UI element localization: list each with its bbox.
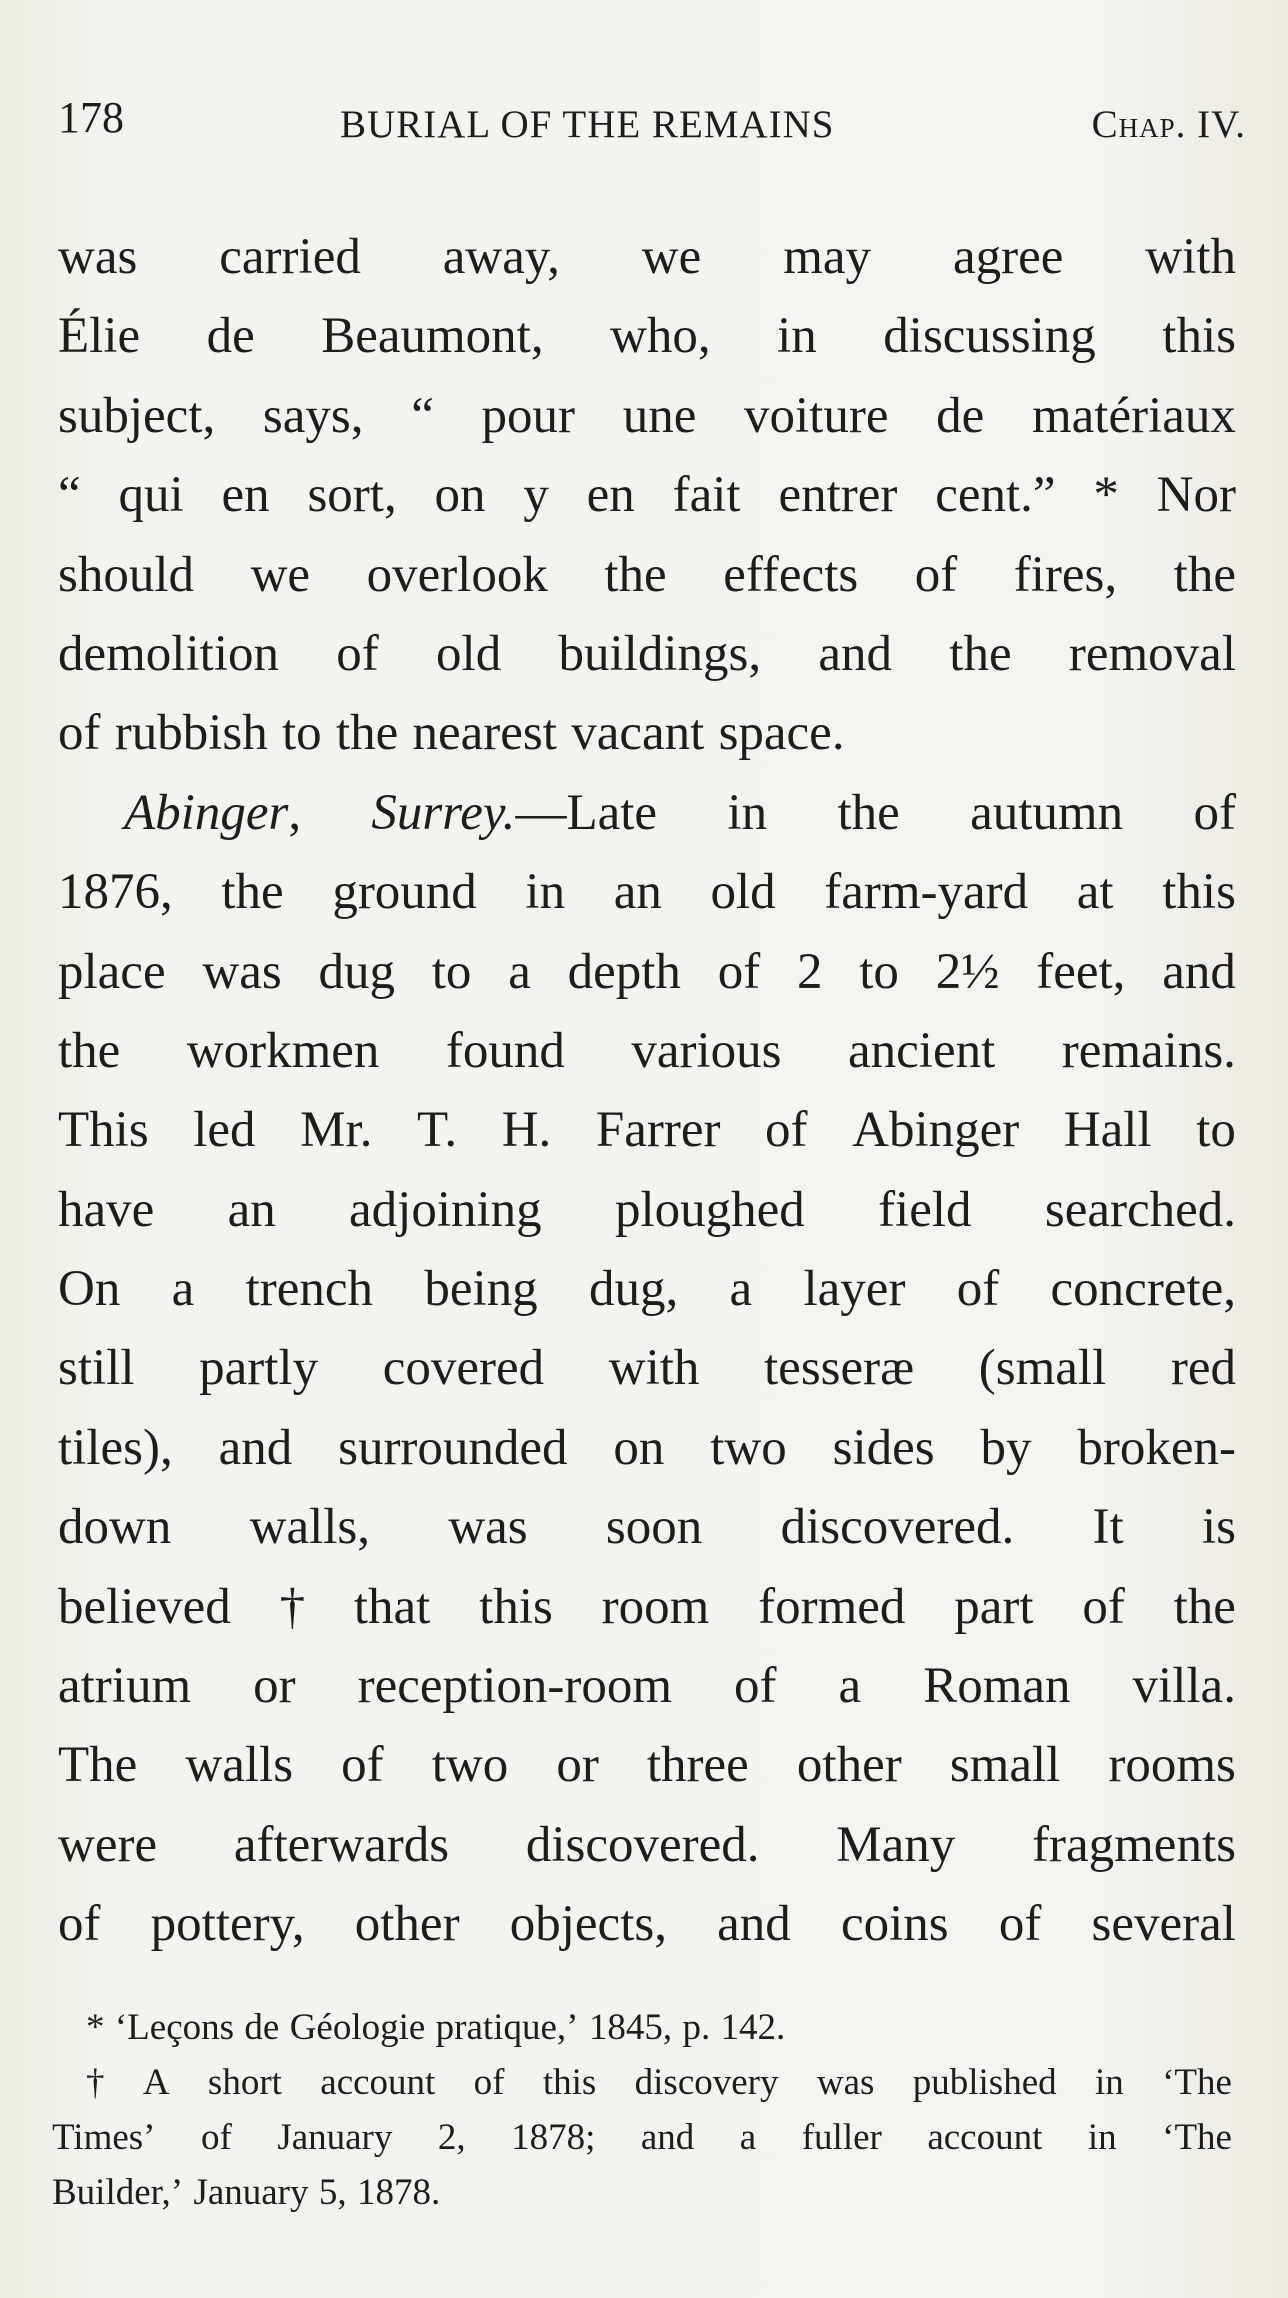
word: layer (803, 1261, 906, 1318)
word: pottery, (150, 1896, 305, 1953)
word: this (1162, 308, 1236, 365)
word: autumn (970, 784, 1124, 841)
word: and (818, 625, 893, 682)
word: of (341, 1737, 384, 1794)
word: trench (245, 1261, 374, 1318)
word: demolition (58, 625, 279, 682)
word: villa. (1132, 1658, 1236, 1715)
word: of (473, 2062, 505, 2103)
word: January (193, 2172, 309, 2213)
word: field (878, 1181, 972, 1238)
word: 2½ (935, 943, 1000, 1000)
word: concrete, (1050, 1261, 1236, 1318)
word: Nor (1156, 467, 1236, 524)
word: at (1076, 864, 1114, 921)
word: of (717, 943, 761, 1000)
word: It (1092, 1499, 1124, 1556)
body-line (58, 933, 1236, 1012)
body-line (58, 218, 1236, 297)
word: ancient (848, 1022, 996, 1079)
word: pour (481, 387, 575, 444)
word: found (445, 1022, 565, 1079)
word: Surrey.—Late (371, 784, 658, 841)
word: believed (58, 1578, 231, 1635)
word: two (710, 1419, 787, 1476)
word: fragments (1032, 1816, 1236, 1873)
word: of (765, 1102, 808, 1159)
word: in (525, 864, 566, 921)
body-line (58, 456, 1236, 535)
word: short (207, 2062, 282, 2103)
word: de (244, 2007, 280, 2048)
word: this (479, 1578, 553, 1635)
word: ploughed (614, 1181, 805, 1238)
word: 5, (318, 2172, 347, 2213)
word: formed (758, 1578, 906, 1635)
word: discussing (883, 308, 1096, 365)
word: several (1091, 1896, 1236, 1953)
body-line (58, 1488, 1236, 1567)
word: voiture (744, 387, 889, 444)
word: who, (610, 308, 711, 365)
footnote-2-line (52, 2110, 1232, 2165)
word: “ (411, 387, 434, 444)
word: discovered. (525, 1816, 760, 1873)
word: by (980, 1419, 1032, 1476)
word: room (601, 1578, 710, 1635)
word: covered (382, 1340, 545, 1397)
word: surrounded (338, 1419, 568, 1476)
word: and (1162, 943, 1236, 1000)
word: we (250, 546, 311, 603)
word: of (998, 1896, 1042, 1953)
word: a (838, 1658, 862, 1715)
word: agree (952, 229, 1064, 285)
word: 1845, (588, 2007, 673, 2048)
word: a (508, 943, 531, 1000)
word: to (431, 943, 472, 1000)
word: we (641, 229, 702, 285)
word: in (1087, 2117, 1117, 2158)
word: space. (718, 705, 845, 762)
word: cent.” (935, 467, 1056, 524)
word: a (739, 2117, 757, 2158)
paragraph-start-line (58, 774, 1236, 853)
word: soon (605, 1499, 703, 1556)
footnote-2-line (52, 2165, 1232, 2220)
body-line (58, 615, 1236, 694)
word: still (58, 1340, 135, 1397)
word: the (949, 625, 1012, 682)
word: sort, (307, 467, 397, 524)
word: should (58, 546, 195, 603)
word: other (796, 1737, 902, 1794)
word: entrer (778, 467, 898, 524)
word: “ (58, 467, 81, 524)
word: ground (332, 864, 477, 921)
word: and (717, 1896, 791, 1953)
word: une (622, 387, 697, 444)
body-line (58, 1250, 1236, 1329)
body-line (58, 1171, 1236, 1250)
word: p. (682, 2007, 711, 2048)
word: On (58, 1261, 121, 1318)
word: reception-room (357, 1658, 673, 1715)
word: being (424, 1261, 538, 1318)
word: tesseræ (764, 1340, 915, 1397)
word: Beaumont, (321, 308, 544, 365)
word: to (282, 705, 322, 762)
body-line (58, 297, 1236, 376)
word: of (914, 546, 958, 603)
body-line (58, 1329, 1236, 1408)
word: feet, (1036, 943, 1126, 1000)
word: nearest (412, 705, 557, 762)
word: this (542, 2062, 597, 2103)
word: T. (417, 1102, 458, 1159)
word: Farrer (595, 1102, 721, 1159)
word: small (949, 1737, 1061, 1794)
word: may (783, 229, 872, 285)
body-text (58, 218, 1236, 1965)
word: the (1173, 1578, 1236, 1635)
word: objects, (509, 1896, 667, 1953)
word: ‘The (1162, 2117, 1232, 2158)
body-line (58, 694, 1236, 773)
word: 1876, (58, 864, 173, 921)
word: rooms (1108, 1737, 1236, 1794)
word: of (201, 2117, 232, 2158)
word: 142. (720, 2007, 786, 2048)
word: of (336, 625, 379, 682)
word: January (277, 2117, 393, 2158)
word: en (586, 467, 635, 524)
word: atrium (58, 1658, 192, 1715)
word: two (431, 1737, 509, 1794)
word: dug (318, 943, 395, 1000)
page-number: 178 (58, 93, 124, 142)
word: Times’ (52, 2117, 156, 2158)
word: (small (978, 1340, 1107, 1397)
word: Builder,’ (52, 2172, 184, 2213)
word: depth (567, 943, 681, 1000)
word: and (218, 1419, 293, 1476)
word: or (556, 1737, 599, 1794)
word: † (279, 1578, 306, 1635)
word: were (58, 1816, 158, 1873)
body-line (58, 1726, 1236, 1805)
word: the (604, 546, 667, 603)
word: old (436, 625, 502, 682)
word: sides (832, 1419, 935, 1476)
word: an (613, 864, 662, 921)
word: that (353, 1578, 431, 1635)
word: an (227, 1181, 276, 1238)
word: on (434, 467, 486, 524)
word: * (1093, 467, 1119, 524)
word: in (1094, 2062, 1124, 2103)
word: of (734, 1658, 777, 1715)
word: to (859, 943, 899, 1000)
word: remains. (1061, 1022, 1236, 1079)
word: place (58, 943, 166, 1000)
word: in (777, 308, 817, 365)
body-line (58, 377, 1236, 456)
word: afterwards (233, 1816, 450, 1873)
body-line (58, 1091, 1236, 1170)
word: in (727, 784, 768, 841)
word: y (523, 467, 549, 524)
word: of (956, 1261, 1000, 1318)
word: Abinger, (124, 784, 302, 841)
word: have (58, 1181, 155, 1238)
word: en (221, 467, 270, 524)
word: the (221, 864, 284, 921)
word: broken- (1077, 1419, 1236, 1476)
word: 2 (796, 943, 823, 1000)
word: the (1173, 546, 1236, 603)
word: down (58, 1499, 172, 1556)
word: walls, (249, 1499, 371, 1556)
word: removal (1068, 625, 1236, 682)
word: tiles), (58, 1419, 173, 1476)
word: of (1193, 784, 1236, 841)
word: 1878. (356, 2172, 441, 2213)
word: red (1170, 1340, 1236, 1397)
word: walls (185, 1737, 294, 1794)
word: Many (836, 1816, 956, 1873)
footnotes (52, 2000, 1232, 2220)
word: with (1145, 229, 1236, 285)
word: with (608, 1340, 700, 1397)
word: account (927, 2117, 1043, 2158)
word: ‘Leçons (114, 2007, 235, 2048)
body-line (58, 1409, 1236, 1488)
word: old (710, 864, 776, 921)
word: overlook (366, 546, 548, 603)
word: Mr. (300, 1102, 373, 1159)
word: This (58, 1102, 149, 1159)
body-line (58, 853, 1236, 932)
word: of (1082, 1578, 1125, 1635)
word: three (646, 1737, 749, 1794)
word: of (58, 705, 101, 762)
body-line (58, 1012, 1236, 1091)
word: vacant (571, 705, 705, 762)
word: the (335, 705, 399, 762)
word: discovery (634, 2062, 779, 2103)
word: part (954, 1578, 1034, 1635)
word: rubbish (114, 705, 268, 762)
word: pratique,’ (435, 2007, 579, 2048)
word: carried (219, 229, 361, 285)
word: of (58, 1896, 101, 1953)
word: H. (501, 1102, 552, 1159)
word: was (58, 229, 138, 285)
word: or (253, 1658, 296, 1715)
word: discovered. (780, 1499, 1015, 1556)
word: de (206, 308, 255, 365)
word: various (631, 1022, 782, 1079)
word: the (837, 784, 900, 841)
word: published (912, 2062, 1057, 2103)
word: a (729, 1261, 753, 1318)
word: fires, (1013, 546, 1118, 603)
footnote-2-line (52, 2055, 1232, 2110)
word: and (640, 2117, 695, 2158)
word: this (1162, 864, 1236, 921)
word: Hall (1063, 1102, 1152, 1159)
word: was (448, 1499, 528, 1556)
body-line (58, 1647, 1236, 1726)
word: buildings, (558, 625, 762, 682)
word: is (1201, 1499, 1236, 1556)
word: A (142, 2062, 170, 2103)
word: was (816, 2062, 875, 2103)
body-line (58, 1806, 1236, 1885)
word: a (171, 1261, 195, 1318)
word: says, (262, 387, 364, 444)
word: coins (840, 1896, 949, 1953)
word: matériaux (1032, 387, 1236, 444)
word: Élie (58, 308, 141, 365)
word: effects (723, 546, 859, 603)
word: ‘The (1162, 2062, 1232, 2103)
word: to (1196, 1102, 1236, 1159)
word: Abinger (852, 1102, 1020, 1159)
word: workmen (186, 1022, 380, 1079)
word: dug, (588, 1261, 679, 1318)
word: Roman (923, 1658, 1071, 1715)
word: Géologie (289, 2007, 426, 2048)
word: de (936, 387, 985, 444)
word: adjoining (349, 1181, 542, 1238)
body-line (58, 1568, 1236, 1647)
word: subject, (58, 387, 216, 444)
page-header (58, 92, 1246, 162)
running-title: BURIAL OF THE REMAINS (340, 103, 835, 146)
word: qui (118, 467, 184, 524)
word: The (58, 1737, 138, 1794)
word: the (58, 1022, 121, 1079)
word: other (354, 1896, 460, 1953)
body-line (58, 536, 1236, 615)
word: searched. (1044, 1181, 1236, 1238)
word: on (613, 1419, 665, 1476)
word: farm-yard (824, 864, 1029, 921)
word: account (320, 2062, 436, 2103)
word: 2, (437, 2117, 466, 2158)
body-line (58, 1885, 1236, 1964)
word: led (193, 1102, 256, 1159)
word: fait (672, 467, 741, 524)
word: 1878; (511, 2117, 596, 2158)
footnote-1 (52, 2000, 1232, 2055)
word: was (202, 943, 282, 1000)
word: partly (199, 1340, 319, 1397)
chapter-label: Chap. IV. (1091, 103, 1246, 146)
word: † (86, 2062, 105, 2103)
word: away, (442, 229, 560, 285)
word: fuller (801, 2117, 882, 2158)
word: * (86, 2007, 105, 2048)
